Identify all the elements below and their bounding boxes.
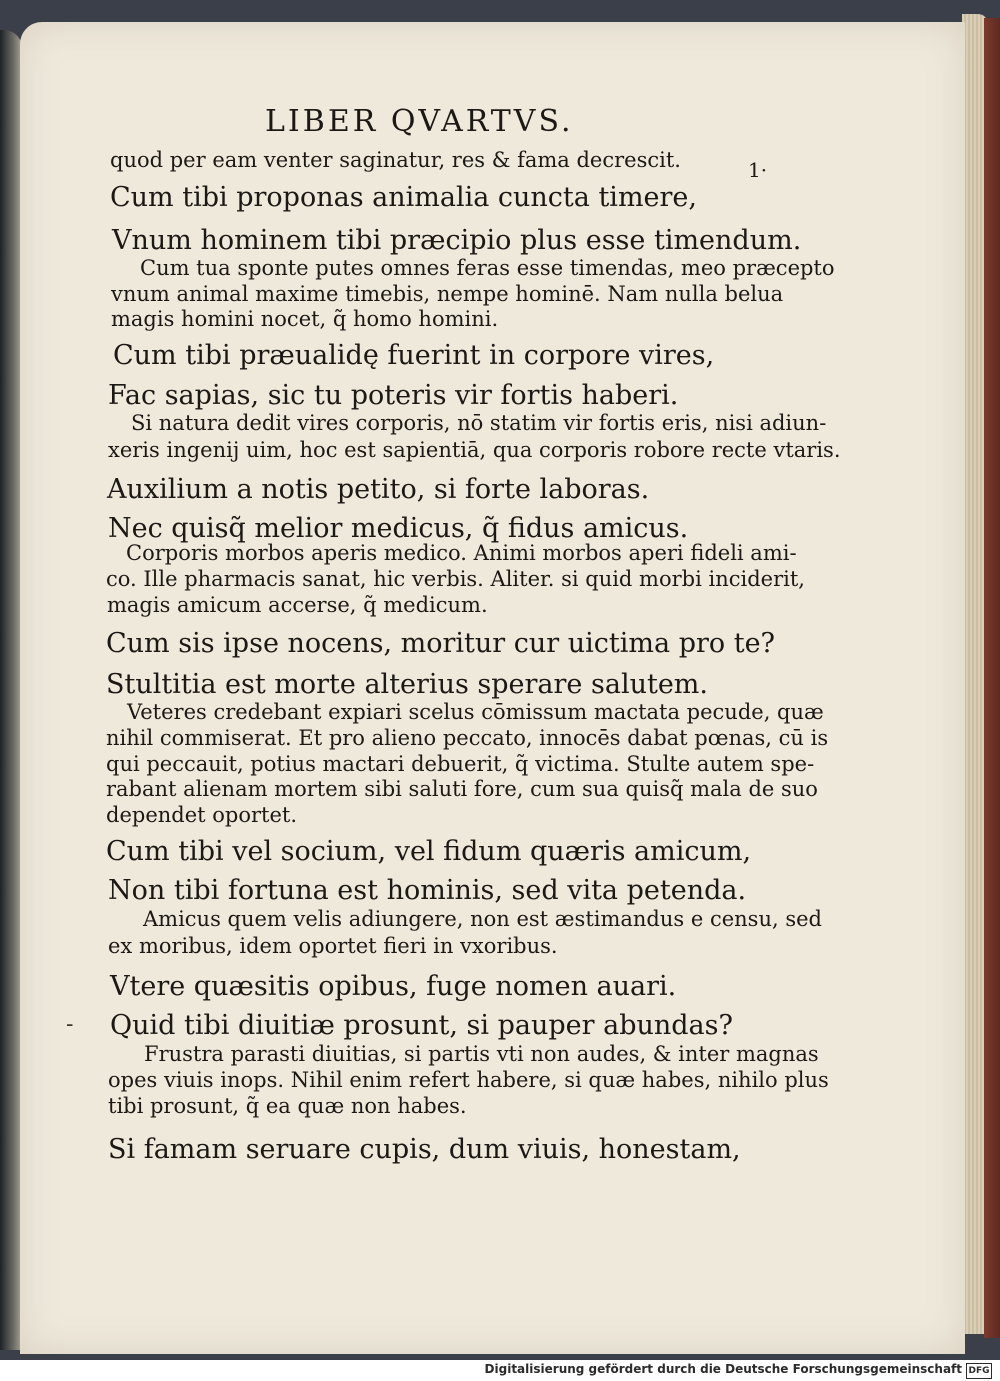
verse-line: Cum tibi præualidę fuerint in corpore vires,: [113, 340, 715, 371]
funding-credit: Digitalisierung gefördert durch die Deutsche Forschungsgemeinschaft: [484, 1362, 962, 1376]
commentary-line: qui peccauit, potius mactari debuerit, q̃ victima. Stulte autem spe-: [106, 752, 815, 776]
verse-line: Fac sapias, sic tu poteris vir fortis haberi.: [108, 380, 679, 411]
commentary-line: nihil commiserat. Et pro alieno peccato, innocēs dabat pœnas, cū is: [106, 726, 829, 750]
commentary-line: magis amicum accerse, q̃ medicum.: [107, 593, 488, 617]
verse-line: Cum tibi vel socium, vel fidum quæris amicum,: [106, 836, 752, 867]
verse-line: Stultitia est morte alterius sperare salutem.: [106, 669, 708, 700]
commentary-line: co. Ille pharmacis sanat, hic verbis. Aliter. si quid morbi inciderit,: [106, 567, 805, 591]
commentary-line: Corporis morbos aperis medico. Animi morbos aperi fideli ami-: [126, 541, 797, 565]
text-line: quod per eam venter saginatur, res & fama decrescit.: [110, 148, 681, 172]
verse-line: Vtere quæsitis opibus, fuge nomen auari.: [110, 971, 677, 1002]
dfg-logo: DFG: [966, 1363, 992, 1379]
verse-line: Quid tibi diuitiæ prosunt, si pauper abundas?: [110, 1010, 733, 1041]
verse-line: Vnum hominem tibi præcipio plus esse timendum.: [112, 225, 802, 256]
verse-line: Auxilium a notis petito, si forte laboras.: [107, 474, 650, 505]
margin-mark: -: [66, 1012, 74, 1037]
folio-mark: 1·: [748, 158, 768, 182]
book-binding: [984, 18, 1000, 1338]
commentary-line: tibi prosunt, q̃ ea quæ non habes.: [108, 1094, 467, 1118]
commentary-line: Si natura dedit vires corporis, nō statim vir fortis eris, nisi adiun-: [131, 411, 827, 435]
commentary-line: magis homini nocet, q̃ homo homini.: [111, 307, 499, 331]
commentary-line: vnum animal maxime timebis, nempe hominē. Nam nulla belua: [111, 282, 784, 306]
commentary-line: Amicus quem velis adiungere, non est æstimandus e censu, sed: [143, 907, 822, 931]
running-head: LIBER QVARTVS.: [265, 104, 574, 139]
commentary-line: opes viuis inops. Nihil enim refert habere, si quæ habes, nihilo plus: [108, 1068, 829, 1092]
commentary-line: xeris ingenij uim, hoc est sapientiā, qua corporis robore recte vtaris.: [108, 438, 841, 462]
commentary-line: Frustra parasti diuitias, si partis vti non audes, & inter magnas: [144, 1042, 819, 1066]
commentary-line: rabant alienam mortem sibi saluti fore, cum sua quisq̃ mala de suo: [106, 777, 818, 801]
digitization-footer: [0, 1360, 1000, 1381]
verse-line: Cum tibi proponas animalia cuncta timere,: [110, 182, 697, 213]
commentary-line: dependet oportet.: [106, 803, 297, 827]
verse-line: Non tibi fortuna est hominis, sed vita petenda.: [108, 875, 747, 906]
commentary-line: Veteres credebant expiari scelus cōmissum mactata pecude, quæ: [127, 700, 824, 724]
verse-line: Si famam seruare cupis, dum viuis, honestam,: [108, 1134, 741, 1165]
commentary-line: ex moribus, idem oportet fieri in vxoribus.: [108, 934, 558, 958]
commentary-line: Cum tua sponte putes omnes feras esse timendas, meo præcepto: [140, 256, 835, 280]
verse-line: Cum sis ipse nocens, moritur cur uictima pro te?: [106, 628, 776, 659]
verse-line: Nec quisq̃ melior medicus, q̃ fidus amicus.: [108, 513, 689, 544]
previous-page-edge: [0, 30, 22, 1350]
